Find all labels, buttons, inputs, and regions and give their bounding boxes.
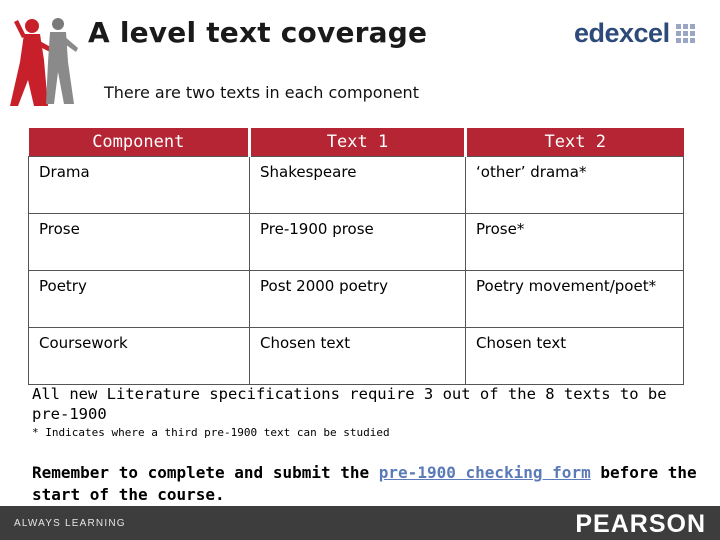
table-cell: Pre-1900 prose — [250, 214, 466, 271]
table-cell: Post 2000 poetry — [250, 271, 466, 328]
footer-tagline: ALWAYS LEARNING — [14, 518, 126, 529]
reminder-before: Remember to complete and submit the — [32, 463, 379, 482]
column-header: Component — [29, 128, 250, 157]
edexcel-logo — [574, 18, 695, 48]
table-header-row — [29, 128, 684, 157]
pre-1900-form-link[interactable]: pre-1900 checking form — [378, 463, 591, 482]
footer-bar — [0, 506, 720, 540]
table-cell: Drama — [29, 157, 250, 214]
table-row — [29, 328, 684, 385]
footnote: * Indicates where a third pre-1900 text can be studied — [32, 426, 390, 439]
text-coverage-table — [28, 128, 684, 385]
table-cell: Shakespeare — [250, 157, 466, 214]
reminder-after: before the start of the course. — [32, 463, 697, 504]
column-header: Text 1 — [250, 128, 466, 157]
table-row — [29, 271, 684, 328]
table-cell: Chosen text — [466, 328, 684, 385]
table-cell: Chosen text — [250, 328, 466, 385]
requirement-note: All new Literature specifications require 3 out of the 8 texts to be pre-1900 — [32, 385, 667, 423]
table-cell: Poetry — [29, 271, 250, 328]
table-cell: Poetry movement/poet* — [466, 271, 684, 328]
table-cell: Prose — [29, 214, 250, 271]
dancers-illustration — [8, 10, 84, 114]
table-row — [29, 157, 684, 214]
subtitle: There are two texts in each component — [104, 83, 419, 102]
reminder-text — [32, 462, 702, 506]
edexcel-dots-icon — [676, 24, 695, 43]
table-cell: ‘other’ drama* — [466, 157, 684, 214]
table-row — [29, 214, 684, 271]
table-cell: Prose* — [466, 214, 684, 271]
brand-name: edexcel — [574, 17, 670, 48]
pearson-logo: PEARSON — [575, 510, 706, 538]
page-title: A level text coverage — [88, 16, 428, 49]
table-cell: Coursework — [29, 328, 250, 385]
column-header: Text 2 — [466, 128, 684, 157]
